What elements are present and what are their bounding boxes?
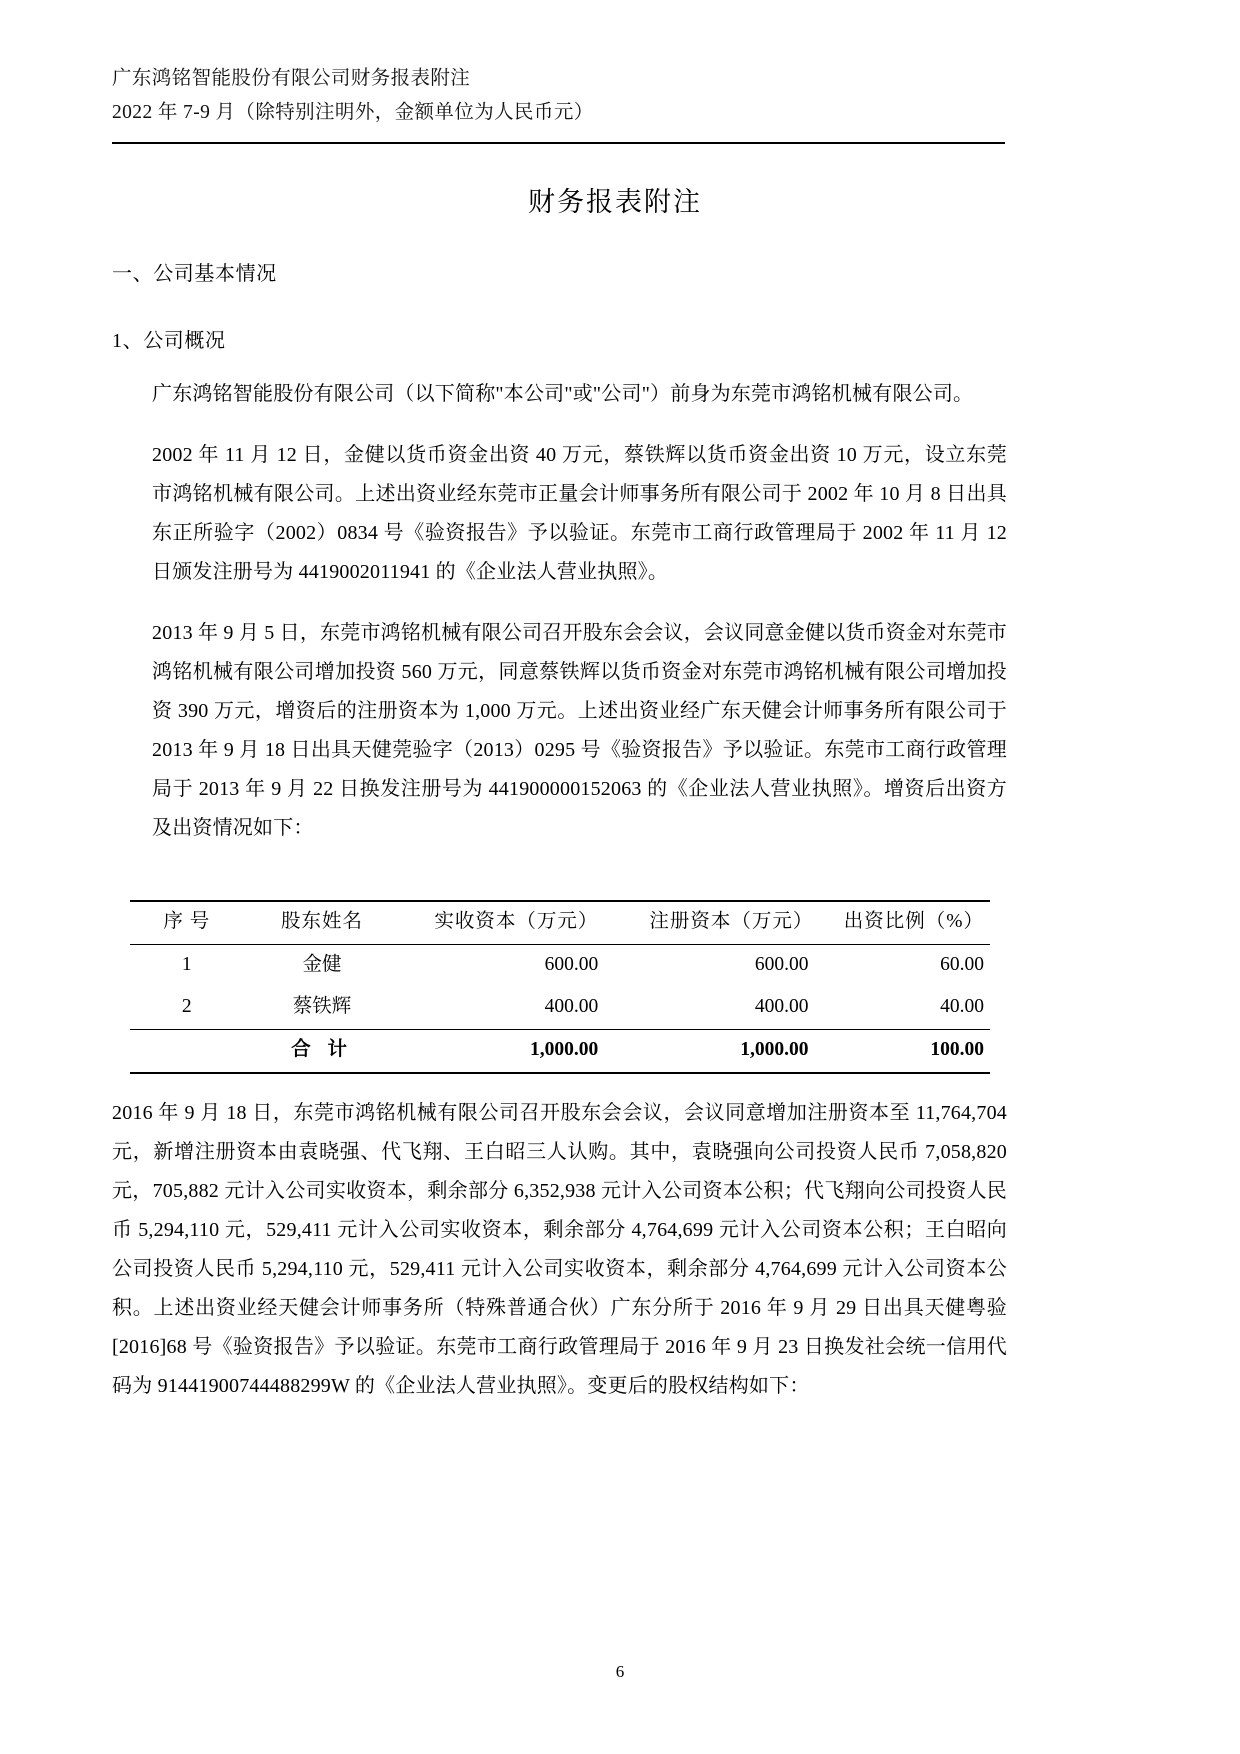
table-row [130, 945, 990, 988]
table-row [130, 987, 990, 1030]
table-body [130, 945, 990, 1074]
cell-ratio: 40.00 [940, 996, 984, 1017]
cell-total-registered-capital: 1,000.00 [632, 1030, 830, 1074]
column-header-shareholder: 股东姓名 [244, 901, 401, 945]
cell-index: 1 [181, 954, 192, 975]
cell-paid-capital: 600.00 [544, 954, 599, 975]
running-header [112, 62, 1128, 130]
paragraph-capital-increase-2016: 2016 年 9 月 18 日，东莞市鸿铭机械有限公司召开股东会会议，会议同意增加注册资本至 11,764,704 元，新增注册资本由袁晓强、代飞翔、王白昭三人认购。其中，袁晓强向公司投资人民币 7,058,820 元，705,882 元计入公司实收资本，剩余部分 6,352,938 元计入公司资本公积；代飞翔向公司投资人民币 5,294,110 元，529,411 元计入公司实收资本，剩余部分 4,764,699 元计入公司资本公积；王白昭向公司投资人民币 5,294,110 元，529,411 元计入公司实收资本，剩余部分 4,764,699 元计入公司资本公积。上述出资业经天健会计师事务所（特殊普通合伙）广东分所于 2016 年 9 月 29 日出具天健粤验[2016]68 号《验资报告》予以验证。东莞市工商行政管理局于 2016 年 9 月 23 日换发社会统一信用代码为 91441900744488299W 的《企业法人营业执照》。变更后的股权结构如下： [112, 1102, 1007, 1397]
paragraph-capital-increase-2013: 2013 年 9 月 5 日，东莞市鸿铭机械有限公司召开股东会会议，会议同意金健以货币资金对东莞市鸿铭机械有限公司增加投资 560 万元，同意蔡铁辉以货币资金对东莞市鸿铭机械有限公司增加投资 390 万元，增资后的注册资本为 1,000 万元。上述出资业经广东天健会计师事务所有限公司于 2013 年 9 月 18 日出具天健莞验字（2013）0295 号《验资报告》予以验证。东莞市工商行政管理局于 2013 年 9 月 22 日换发注册号为 441900000152063 的《企业法人营业执照》。增资后出资方及出资情况如下： [152, 622, 1007, 839]
cell-registered-capital: 400.00 [754, 996, 809, 1017]
cell-index: 2 [181, 996, 192, 1017]
subsection-heading-company-overview: 1、公司概况 [112, 330, 226, 352]
cell-total-ratio: 100.00 [830, 1030, 990, 1074]
page-number: 6 [615, 1662, 625, 1681]
header-divider [112, 142, 1005, 144]
section-heading-company-basics: 一、公司基本情况 [112, 263, 277, 285]
cell-shareholder: 蔡铁辉 [292, 996, 352, 1017]
column-header-paid-capital: 实收资本（万元） [401, 901, 633, 945]
cell-ratio: 60.00 [940, 954, 984, 975]
header-period-line: 2022 年 7-9 月（除特别注明外，金额单位为人民币元） [112, 102, 594, 123]
column-header-registered-capital: 注册资本（万元） [632, 901, 830, 945]
equity-structure-table [130, 900, 990, 1074]
table-header [130, 901, 990, 945]
cell-total-spacer [130, 1030, 244, 1074]
column-header-index: 序 号 [130, 901, 244, 945]
cell-shareholder: 金健 [302, 954, 342, 975]
paragraph-company-predecessor: 广东鸿铭智能股份有限公司（以下简称"本公司"或"公司"）前身为东莞市鸿铭机械有限公司。 [152, 383, 974, 405]
paragraph-founding-2002: 2002 年 11 月 12 日，金健以货币资金出资 40 万元，蔡铁辉以货币资金出资 10 万元，设立东莞市鸿铭机械有限公司。上述出资业经东莞市正量会计师事务所有限公司于 2002 年 10 月 8 日出具东正所验字（2002）0834 号《验资报告》予以验证。东莞市工商行政管理局于 2002 年 11 月 12 日颁发注册号为 4419002011941 的《企业法人营业执照》。 [152, 444, 1007, 583]
table-total-row [130, 1030, 990, 1074]
cell-registered-capital: 600.00 [754, 954, 809, 975]
page-title: 财务报表附注 [528, 187, 702, 217]
column-header-ratio: 出资比例（%） [830, 901, 990, 945]
cell-total-label: 合 计 [244, 1030, 401, 1074]
header-company-line: 广东鸿铭智能股份有限公司财务报表附注 [112, 68, 471, 89]
cell-total-paid-capital: 1,000.00 [401, 1030, 633, 1074]
table-header-row [130, 901, 990, 945]
cell-paid-capital: 400.00 [544, 996, 599, 1017]
equity-table-wrapper [130, 900, 990, 1074]
